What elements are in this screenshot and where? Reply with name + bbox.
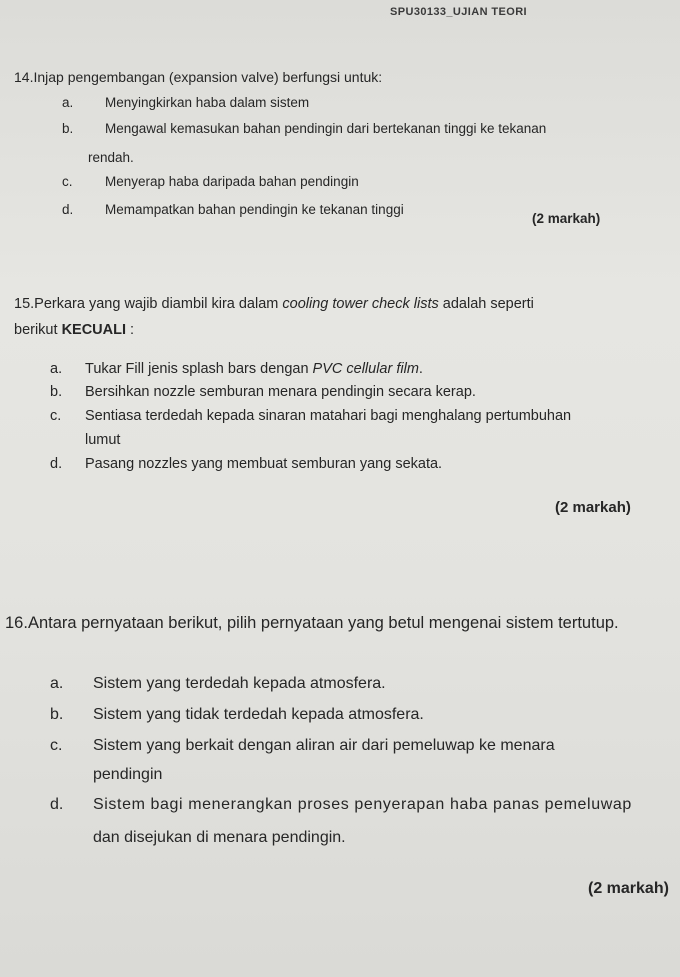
q14-option-c (62, 175, 359, 190)
q16-option-c (50, 737, 555, 755)
option-text: Pasang nozzles yang membuat semburan yang sekata. (85, 456, 443, 472)
keyword-kecuali: KECUALI (61, 322, 127, 338)
option-letter: b. (62, 121, 74, 136)
q16-marks: (2 markah) (588, 880, 669, 897)
q14-option-b (62, 122, 546, 137)
option-text: Sistem yang tidak terdedah kepada atmosfera. (93, 706, 424, 723)
q16-option-a (50, 675, 386, 693)
q15-option-c (50, 409, 571, 425)
q15-option-d (50, 457, 442, 473)
option-letter: b. (50, 706, 64, 723)
q14-marks: (2 markah) (532, 211, 601, 226)
question-text-end: : (126, 322, 135, 338)
q14-option-a (62, 96, 309, 111)
question-emphasis: cooling tower check lists (282, 296, 439, 312)
option-letter: a. (50, 675, 64, 692)
option-text: Menyerap haba daripada bahan pendingin (105, 174, 359, 189)
option-text: Sistem yang terdedah kepada atmosfera. (93, 675, 386, 692)
q15-option-a (50, 362, 423, 378)
question-text: Perkara yang wajib diambil kira dalam (34, 296, 283, 312)
question-number: 14. (14, 69, 34, 85)
option-text: Mengawal kemasukan bahan pendingin dari bertekanan tinggi ke tekanan (105, 121, 547, 136)
option-letter: d. (50, 796, 64, 813)
option-letter: a. (50, 361, 63, 377)
option-text: Menyingkirkan haba dalam sistem (105, 95, 310, 110)
q16-option-b (50, 706, 424, 724)
option-letter: b. (50, 384, 63, 400)
option-text: Sistem yang berkait dengan aliran air dari pemeluwap ke menara (93, 737, 555, 754)
q14-option-b-continued: rendah. (88, 150, 134, 165)
option-letter: d. (50, 456, 63, 472)
q15-option-c-continued: lumut (85, 432, 121, 448)
option-text: Sentiasa terdedah kepada sinaran matahari bagi menghalang pertumbuhan (85, 408, 572, 424)
question-15-line-2 (14, 323, 134, 339)
option-text: Tukar Fill jenis splash bars dengan (85, 361, 313, 377)
question-text: berikut (14, 322, 62, 338)
question-15 (14, 297, 534, 313)
question-text-end: adalah seperti (438, 296, 534, 312)
option-letter: c. (50, 737, 63, 754)
option-letter: c. (62, 174, 73, 189)
q16-option-d (50, 796, 632, 814)
question-number: 15. (14, 296, 35, 312)
option-text: Bersihkan nozzle semburan menara pendingin secara kerap. (85, 384, 476, 400)
option-letter: a. (62, 95, 74, 110)
option-letter: c. (50, 408, 62, 424)
option-letter: d. (62, 202, 74, 217)
document-header: SPU30133_UJIAN TEORI (390, 6, 527, 18)
question-text: Antara pernyataan berikut, pilih pernyataan yang betul mengenai sistem tertutup. (27, 614, 619, 632)
q14-option-d (62, 203, 404, 218)
q16-option-d-continued: dan disejukan di menara pendingin. (93, 829, 346, 846)
question-16 (5, 614, 619, 632)
q16-option-c-continued: pendingin (93, 766, 163, 783)
q15-option-b (50, 385, 476, 401)
question-14 (14, 70, 382, 85)
question-text: Injap pengembangan (expansion valve) berfungsi untuk: (33, 69, 383, 85)
question-number: 16. (5, 614, 28, 632)
option-text: Sistem bagi menerangkan proses penyerapan haba panas pemeluwap (93, 796, 632, 813)
q15-marks: (2 markah) (555, 499, 631, 516)
option-text-end: . (418, 361, 423, 377)
option-text: Memampatkan bahan pendingin ke tekanan tinggi (105, 202, 404, 217)
option-emphasis: PVC cellular film (312, 361, 419, 377)
